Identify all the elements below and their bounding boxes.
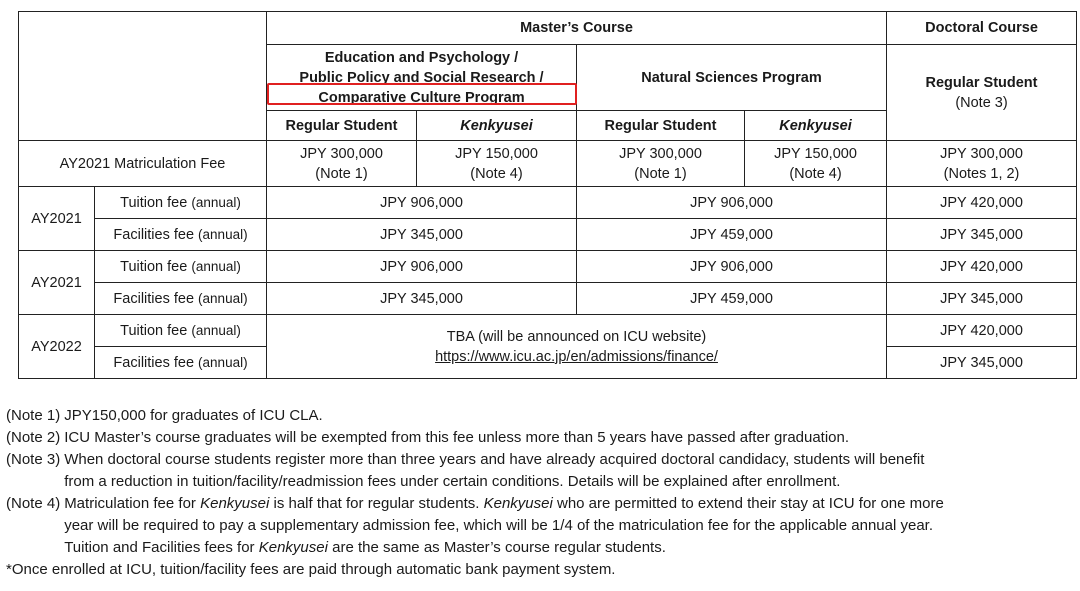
kenkyusei-term: Kenkyusei: [483, 495, 553, 512]
note-label: (Note 1): [6, 407, 61, 424]
year-label: AY2022: [19, 315, 95, 379]
note-ref: (Note 1): [315, 165, 368, 182]
matriculation-label: AY2021 Matriculation Fee: [19, 141, 267, 187]
facilities-label: [95, 347, 267, 379]
note-4: [6, 493, 1076, 559]
program-education-line2: Public Policy and Social Research /: [299, 69, 544, 86]
ed-kenkyusei-header: Kenkyusei: [417, 111, 577, 141]
ns-regular-student-header: Regular Student: [577, 111, 745, 141]
program-natural-sciences-header: Natural Sciences Program: [577, 45, 887, 111]
note-text-line: [64, 493, 1076, 515]
footer-note: *Once enrolled at ICU, tuition/facility fees are paid through automatic bank payment system.: [6, 561, 616, 578]
note-text-line: from a reduction in tuition/facility/readmission fees under certain conditions. Details will be explained after enrollment.: [64, 473, 841, 490]
fee-label: Tuition fee: [120, 322, 188, 339]
note-3: [6, 449, 1076, 493]
program-education-header: [267, 45, 577, 111]
tuition-doctoral-value: JPY 420,000: [887, 251, 1077, 283]
fee-suffix: (annual): [191, 322, 241, 338]
doctoral-regular-student-header: [887, 45, 1077, 141]
facilities-ns-value: JPY 459,000: [577, 219, 887, 251]
tba-text: TBA (will be announced on ICU website): [446, 328, 707, 345]
fee-table: [18, 11, 1077, 379]
text-span: are the same as Master’s course regular students.: [327, 539, 666, 556]
fee-suffix: (annual): [191, 194, 241, 210]
tuition-ed-value: JPY 906,000: [267, 251, 577, 283]
matriculation-ns-kenkyusei: [745, 141, 887, 187]
facilities-doctoral-value: JPY 345,000: [887, 347, 1077, 379]
doctoral-regular-student-label: Regular Student: [925, 74, 1038, 91]
note-text: JPY150,000 for graduates of ICU CLA.: [64, 407, 323, 424]
tuition-doctoral-value: JPY 420,000: [887, 315, 1077, 347]
note-2: [6, 427, 1076, 449]
fee-label: Tuition fee: [120, 258, 188, 275]
corner-cell: [19, 12, 267, 141]
matriculation-ed-kenkyusei: [417, 141, 577, 187]
tuition-ed-value: JPY 906,000: [267, 187, 577, 219]
fee-label: Facilities fee: [113, 354, 195, 371]
note-label: (Note 2): [6, 429, 61, 446]
ns-kenkyusei-header: Kenkyusei: [745, 111, 887, 141]
year-label: AY2021: [19, 187, 95, 251]
text-span: is half that for regular students.: [269, 495, 484, 512]
year-label: AY2021: [19, 251, 95, 315]
note-text: ICU Master’s course graduates will be exempted from this fee unless more than 5 years have passed after graduation.: [64, 429, 850, 446]
fee-label: Facilities fee: [113, 290, 195, 307]
tuition-ns-value: JPY 906,000: [577, 251, 887, 283]
note-ref: (Note 4): [789, 165, 842, 182]
note-ref: (Notes 1, 2): [943, 165, 1020, 182]
kenkyusei-term: Kenkyusei: [258, 539, 328, 556]
note-ref: (Note 1): [634, 165, 687, 182]
text-span: who are permitted to extend their stay at ICU for one more: [552, 495, 944, 512]
fee-label: Tuition fee: [120, 194, 188, 211]
fee-suffix: (annual): [198, 226, 248, 242]
matriculation-doctoral: [887, 141, 1077, 187]
masters-course-header: Master’s Course: [267, 12, 887, 45]
note-ref: (Note 4): [470, 165, 523, 182]
doctoral-note-ref: (Note 3): [955, 94, 1008, 111]
note-text-line: [64, 537, 1076, 559]
program-education-line3: Comparative Culture Program: [318, 89, 525, 106]
facilities-doctoral-value: JPY 345,000: [887, 283, 1077, 315]
note-1: [6, 405, 1076, 427]
facilities-doctoral-value: JPY 345,000: [887, 219, 1077, 251]
notes-section: [6, 405, 1076, 581]
amount: JPY 150,000: [774, 145, 857, 162]
fee-suffix: (annual): [198, 354, 248, 370]
facilities-ed-value: JPY 345,000: [267, 283, 577, 315]
note-label: (Note 4): [6, 495, 61, 512]
note-body: [64, 493, 1076, 559]
matriculation-ns-regular: [577, 141, 745, 187]
tuition-label: [95, 315, 267, 347]
program-education-line1: Education and Psychology /: [324, 49, 519, 66]
note-label: (Note 3): [6, 451, 61, 468]
tuition-label: [95, 187, 267, 219]
note-text-line: When doctoral course students register more than three years and have already acquired doctoral candidacy, students will benefit: [64, 451, 925, 468]
facilities-label: [95, 283, 267, 315]
finance-link[interactable]: https://www.icu.ac.jp/en/admissions/finance/: [435, 348, 718, 365]
amount: JPY 300,000: [619, 145, 702, 162]
amount: JPY 300,000: [300, 145, 383, 162]
ed-regular-student-header: Regular Student: [267, 111, 417, 141]
note-text-line: year will be required to pay a supplementary admission fee, which will be 1/4 of the matriculation fee for the applicable annual year.: [64, 517, 934, 534]
text-span: Tuition and Facilities fees for: [64, 539, 259, 556]
facilities-label: [95, 219, 267, 251]
kenkyusei-term: Kenkyusei: [200, 495, 270, 512]
note-body: [64, 449, 1076, 493]
fee-label: Facilities fee: [113, 226, 195, 243]
facilities-ns-value: JPY 459,000: [577, 283, 887, 315]
facilities-ed-value: JPY 345,000: [267, 219, 577, 251]
matriculation-ed-regular: [267, 141, 417, 187]
fee-suffix: (annual): [198, 290, 248, 306]
amount: JPY 150,000: [455, 145, 538, 162]
amount: JPY 300,000: [940, 145, 1023, 162]
text-span: Matriculation fee for: [64, 495, 201, 512]
tuition-label: [95, 251, 267, 283]
fee-suffix: (annual): [191, 258, 241, 274]
tuition-ns-value: JPY 906,000: [577, 187, 887, 219]
tba-cell: [267, 315, 887, 379]
doctoral-course-header: Doctoral Course: [887, 12, 1077, 45]
tuition-doctoral-value: JPY 420,000: [887, 187, 1077, 219]
